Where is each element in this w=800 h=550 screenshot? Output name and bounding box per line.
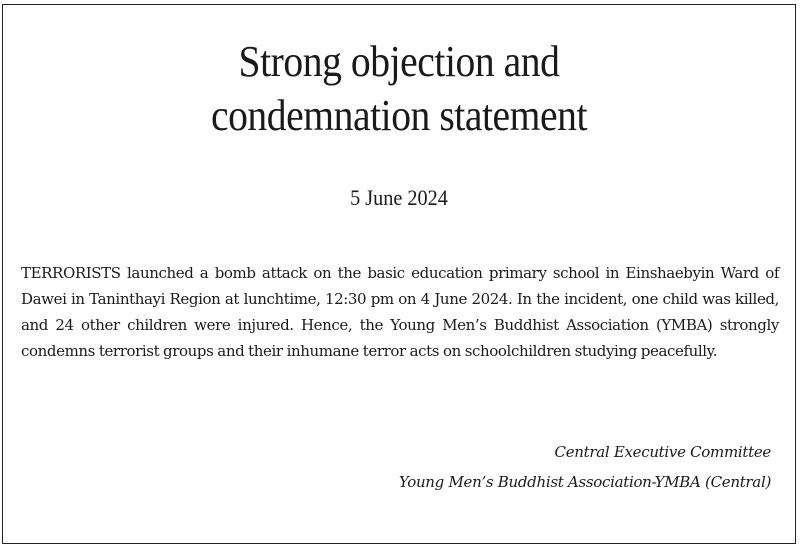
statement-signature [399, 437, 771, 497]
statement-body [21, 260, 779, 364]
signature-organization: Young Men’s Buddhist Association-YMBA (Central) [398, 473, 771, 491]
title-line-2: condemnation statement [210, 91, 588, 140]
statement-frame [2, 4, 796, 544]
signature-committee: Central Executive Committee [554, 443, 771, 461]
title-line-1: Strong objection and [238, 37, 560, 86]
body-text-rest: launched a bomb attack on the basic education primary school in Einshaebyin Ward of Dawei in Taninthayi Region at lunchtime, 12:30 pm on 4 June 2024. In the incident, one child was killed, and 24 other children were injured. Hence, the Young Men’s Buddhist Association (YMBA) strongly condemns terrorist groups and their inhumane terror acts on schoolchildren studying peacefully. [21, 264, 779, 360]
statement-title [43, 35, 756, 143]
statement-date: 5 June 2024 [350, 185, 448, 210]
body-lead-word: TERRORISTS [21, 264, 121, 282]
